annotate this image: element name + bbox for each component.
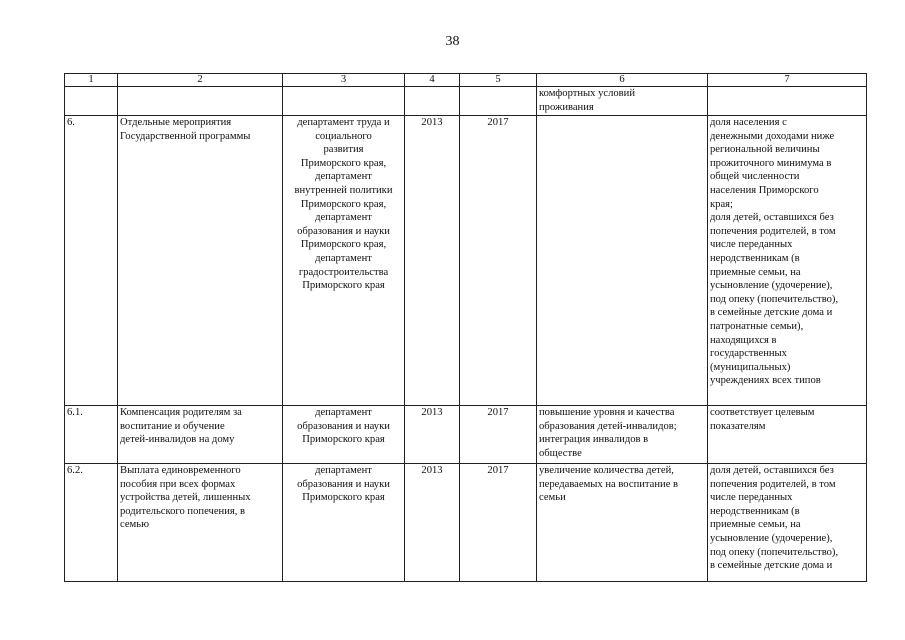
program-measures-table (64, 73, 867, 582)
expected-result: увеличение количества детей, передаваемых на воспитание в семьи (537, 464, 708, 582)
column-header: 5 (460, 74, 537, 87)
measure-name (118, 87, 283, 116)
executor: департамент труда и социального развития Приморского края, департамент внутренней политики Приморского края, департамент образования и науки Приморского края, департамент градостроительства Приморского края (283, 116, 405, 406)
column-header: 3 (283, 74, 405, 87)
row-number: 6.2. (65, 464, 118, 582)
measure-name: Отдельные мероприятия Государственной программы (118, 116, 283, 406)
row-number (65, 87, 118, 116)
expected-result (537, 116, 708, 406)
end-year: 2017 (460, 406, 537, 464)
start-year: 2013 (405, 116, 460, 406)
executor (283, 87, 405, 116)
column-header: 2 (118, 74, 283, 87)
target-indicator: доля населения с денежными доходами ниже региональной величины прожиточного минимума в общей численности населения Приморского края; доля детей, оставшихся без попечения родителей, в том числе переданных неродственникам (в приемные семьи, на усыновление (удочерение), под опеку (попечительство), в семейные детские дома и патронатные семьи), находящихся в государственных (муниципальных) учреждениях всех типов (708, 116, 867, 406)
executor: департамент образования и науки Приморского края (283, 406, 405, 464)
target-indicator: доля детей, оставшихся без попечения родителей, в том числе переданных неродственникам (в приемные семьи, на усыновление (удочерение), под опеку (попечительство), в семейные детские дома и (708, 464, 867, 582)
end-year (460, 87, 537, 116)
start-year (405, 87, 460, 116)
expected-result: комфортных условий проживания (537, 87, 708, 116)
table-row (65, 116, 867, 406)
column-header: 4 (405, 74, 460, 87)
target-indicator: соответствует целевым показателям (708, 406, 867, 464)
target-indicator (708, 87, 867, 116)
end-year: 2017 (460, 464, 537, 582)
expected-result: повышение уровня и качества образования детей-инвалидов; интеграция инвалидов в обществе (537, 406, 708, 464)
column-header: 6 (537, 74, 708, 87)
table-row (65, 87, 867, 116)
measure-name: Выплата единовременного пособия при всех формах устройства детей, лишенных родительского попечения, в семью (118, 464, 283, 582)
table-row (65, 464, 867, 582)
end-year: 2017 (460, 116, 537, 406)
table-row (65, 406, 867, 464)
start-year: 2013 (405, 406, 460, 464)
measure-name: Компенсация родителям за воспитание и обучение детей-инвалидов на дому (118, 406, 283, 464)
page-number: 38 (445, 34, 460, 49)
executor: департамент образования и науки Приморского края (283, 464, 405, 582)
row-number: 6. (65, 116, 118, 406)
start-year: 2013 (405, 464, 460, 582)
column-header: 7 (708, 74, 867, 87)
column-header: 1 (65, 74, 118, 87)
row-number: 6.1. (65, 406, 118, 464)
header-row (65, 74, 867, 87)
